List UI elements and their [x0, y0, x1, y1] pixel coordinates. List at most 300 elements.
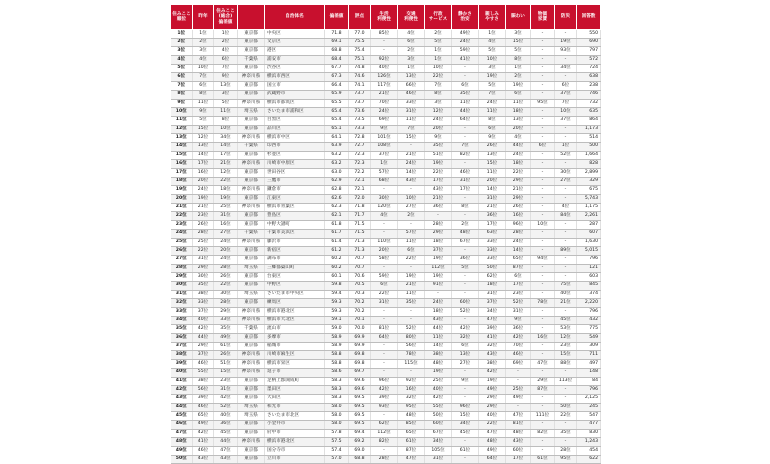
cell-deviation: 65.9 [325, 90, 349, 99]
cell-score: 69.0 [349, 447, 371, 456]
cell-living-convenience: - [371, 221, 398, 230]
cell-prices-rent: - [531, 438, 555, 447]
cell-friendliness: 13位 [479, 151, 506, 160]
cell-quiet-safety: - [452, 386, 479, 395]
cell-disaster-prevention: 4位 [555, 203, 577, 212]
cell-transport: - [398, 186, 425, 195]
cell-responses: 5,743 [577, 195, 601, 204]
cell-last-year: 15位 [193, 125, 214, 134]
table-row [171, 195, 601, 204]
cell-rank: 50位 [171, 455, 193, 464]
cell-last-year: 22位 [193, 247, 214, 256]
table-row [171, 203, 601, 212]
cell-transport: - [398, 264, 425, 273]
cell-liveliness: - [506, 403, 531, 412]
table-row [171, 308, 601, 317]
cell-deviation: 63.0 [325, 169, 349, 178]
cell-overall-rank: 14位 [214, 142, 238, 151]
cell-liveliness: 46位 [506, 351, 531, 360]
table-row [171, 455, 601, 464]
cell-responses: 550 [577, 30, 601, 39]
cell-admin-service: 29位 [425, 229, 452, 238]
cell-rank: 11位 [171, 116, 193, 125]
cell-rank: 46位 [171, 420, 193, 429]
cell-transport: 66位 [398, 82, 425, 91]
cell-prefecture: 神奈川県 [238, 316, 265, 325]
cell-disaster-prevention: 6位 [555, 82, 577, 91]
cell-deviation: 59.4 [325, 290, 349, 299]
cell-deviation: 59.0 [325, 325, 349, 334]
cell-deviation: 58.3 [325, 394, 349, 403]
cell-prefecture: 東京都 [238, 212, 265, 221]
cell-prices-rent: - [531, 186, 555, 195]
cell-transport: 1位 [398, 64, 425, 73]
cell-quiet-safety: 27位 [452, 360, 479, 369]
cell-overall-rank: 31位 [214, 212, 238, 221]
cell-prices-rent: 82位 [531, 429, 555, 438]
cell-living-convenience: 58位 [371, 255, 398, 264]
cell-disaster-prevention: - [555, 255, 577, 264]
cell-disaster-prevention: 12位 [555, 334, 577, 343]
cell-admin-service: 7位 [425, 82, 452, 91]
cell-overall-rank: 17位 [214, 151, 238, 160]
cell-municipality: 調布市 [265, 255, 325, 264]
cell-living-convenience: 39位 [371, 394, 398, 403]
cell-disaster-prevention: - [555, 125, 577, 134]
cell-municipality: 横浜市大北区 [265, 316, 325, 325]
cell-rank: 25位 [171, 238, 193, 247]
cell-prices-rent: - [531, 125, 555, 134]
cell-responses: 2,125 [577, 394, 601, 403]
cell-transport: 4位 [398, 30, 425, 39]
cell-score: 70.1 [349, 316, 371, 325]
cell-overall-rank: 19位 [214, 195, 238, 204]
cell-last-year: 65位 [193, 412, 214, 421]
cell-disaster-prevention: - [555, 229, 577, 238]
table-row [171, 38, 601, 47]
cell-admin-service: 60位 [425, 420, 452, 429]
cell-living-convenience: 6位 [371, 281, 398, 290]
cell-prices-rent: - [531, 64, 555, 73]
table-row [171, 56, 601, 65]
cell-quiet-safety: - [452, 438, 479, 447]
cell-admin-service: 19位 [425, 368, 452, 377]
ranking-document [170, 4, 600, 462]
cell-responses: 635 [577, 108, 601, 117]
cell-living-convenience: 93位 [371, 403, 398, 412]
cell-prices-rent: 61位 [531, 455, 555, 464]
cell-quiet-safety: 59位 [452, 47, 479, 56]
cell-friendliness: 19位 [479, 73, 506, 82]
cell-overall-rank: 26位 [214, 273, 238, 282]
table-row [171, 403, 601, 412]
cell-living-convenience: 120位 [371, 203, 398, 212]
cell-admin-service: 51位 [425, 151, 452, 160]
cell-prices-rent: - [531, 316, 555, 325]
cell-municipality: さいたま市中央区 [265, 290, 325, 299]
cell-municipality: 横浜市港北区 [265, 438, 325, 447]
cell-overall-rank: 12位 [214, 169, 238, 178]
cell-liveliness: 60位 [506, 447, 531, 456]
cell-admin-service: 38位 [425, 351, 452, 360]
cell-municipality: 川崎市麻生区 [265, 351, 325, 360]
cell-disaster-prevention: 84位 [555, 212, 577, 221]
cell-living-convenience: - [371, 229, 398, 238]
cell-liveliness: 19位 [506, 82, 531, 91]
cell-overall-rank: 35位 [214, 325, 238, 334]
cell-admin-service: 5位 [425, 38, 452, 47]
cell-rank: 22位 [171, 212, 193, 221]
cell-last-year: 10位 [193, 64, 214, 73]
cell-admin-service: 112位 [425, 264, 452, 273]
cell-score: 69.9 [349, 342, 371, 351]
cell-overall-rank: 21位 [214, 160, 238, 169]
cell-municipality: 国分寺市 [265, 447, 325, 456]
cell-overall-rank: 43位 [214, 455, 238, 464]
cell-disaster-prevention: - [555, 386, 577, 395]
cell-municipality: 目黒区 [265, 116, 325, 125]
cell-quiet-safety: 44位 [452, 108, 479, 117]
table-row [171, 151, 601, 160]
table-header-row [171, 5, 601, 30]
cell-municipality: 江東区 [265, 195, 325, 204]
cell-last-year: 56位 [193, 386, 214, 395]
cell-quiet-safety: 61位 [452, 447, 479, 456]
ranking-table [170, 4, 601, 464]
cell-last-year: 24位 [193, 186, 214, 195]
cell-prefecture: 千葉県 [238, 229, 265, 238]
cell-score: 71.5 [349, 221, 371, 230]
cell-municipality: 横浜市中区 [265, 134, 325, 143]
cell-living-convenience: - [371, 360, 398, 369]
cell-prices-rent: - [531, 90, 555, 99]
cell-prefecture: 埼玉県 [238, 412, 265, 421]
cell-friendliness: 10位 [479, 56, 506, 65]
cell-disaster-prevention: 37位 [555, 116, 577, 125]
cell-prefecture: 埼玉県 [238, 108, 265, 117]
cell-transport: 13位 [398, 73, 425, 82]
cell-living-convenience: 101位 [371, 134, 398, 143]
cell-score: 74.8 [349, 64, 371, 73]
cell-prefecture: 神奈川県 [238, 360, 265, 369]
cell-municipality: 横浜市都筑区 [265, 99, 325, 108]
cell-responses: 2,220 [577, 299, 601, 308]
cell-disaster-prevention: 34位 [555, 64, 577, 73]
cell-rank: 16位 [171, 160, 193, 169]
cell-score: 72.8 [349, 134, 371, 143]
cell-score: 72.3 [349, 160, 371, 169]
table-row [171, 99, 601, 108]
cell-deviation: 61.2 [325, 247, 349, 256]
cell-rank: 23位 [171, 221, 193, 230]
cell-municipality: 横浜市栄区 [265, 360, 325, 369]
cell-prefecture: 東京都 [238, 299, 265, 308]
cell-overall-rank: 36位 [214, 420, 238, 429]
cell-rank: 49位 [171, 447, 193, 456]
cell-disaster-prevention: 35位 [555, 429, 577, 438]
cell-friendliness: 63位 [479, 229, 506, 238]
cell-responses: 432 [577, 316, 601, 325]
cell-living-convenience: 28位 [371, 455, 398, 464]
cell-friendliness: 26位 [479, 142, 506, 151]
cell-last-year: 13位 [193, 142, 214, 151]
cell-last-year: 35位 [193, 281, 214, 290]
cell-living-convenience: 68位 [371, 177, 398, 186]
column-header-prices-rent: 物価 家賃 [531, 5, 555, 30]
cell-deviation: 69.1 [325, 38, 349, 47]
cell-living-convenience: 82位 [371, 438, 398, 447]
cell-living-convenience: 22位 [371, 290, 398, 299]
cell-disaster-prevention: 93位 [555, 47, 577, 56]
cell-responses: 500 [577, 142, 601, 151]
cell-transport: 11位 [398, 116, 425, 125]
cell-disaster-prevention: - [555, 195, 577, 204]
cell-municipality: 文京区 [265, 38, 325, 47]
cell-admin-service: 105位 [425, 447, 452, 456]
cell-municipality: さいたま市浦和区 [265, 108, 325, 117]
cell-living-convenience: 110位 [371, 238, 398, 247]
cell-responses: 775 [577, 325, 601, 334]
cell-prefecture: 神奈川県 [238, 351, 265, 360]
cell-prefecture: 神奈川県 [238, 438, 265, 447]
cell-liveliness: 87位 [506, 264, 531, 273]
cell-rank: 17位 [171, 169, 193, 178]
cell-rank: 40位 [171, 368, 193, 377]
cell-last-year: 2位 [193, 38, 214, 47]
table-row [171, 360, 601, 369]
cell-friendliness: 14位 [479, 186, 506, 195]
cell-liveliness: 43位 [506, 438, 531, 447]
cell-liveliness: 16位 [506, 212, 531, 221]
cell-living-convenience: 64位 [371, 334, 398, 343]
cell-score: 71.3 [349, 247, 371, 256]
table-row [171, 64, 601, 73]
cell-friendliness: 31位 [479, 195, 506, 204]
cell-transport: 92位 [398, 377, 425, 386]
cell-rank: 26位 [171, 247, 193, 256]
cell-rank: 12位 [171, 125, 193, 134]
cell-friendliness: 49位 [479, 447, 506, 456]
cell-overall-rank: 45位 [214, 429, 238, 438]
cell-municipality: 印西市 [265, 142, 325, 151]
cell-score: 71.3 [349, 238, 371, 247]
cell-prices-rent: - [531, 238, 555, 247]
cell-living-convenience: 20位 [371, 247, 398, 256]
cell-prices-rent: - [531, 177, 555, 186]
cell-overall-rank: 61位 [214, 342, 238, 351]
cell-rank: 15位 [171, 151, 193, 160]
cell-liveliness: 15位 [506, 38, 531, 47]
cell-living-convenience: 69位 [371, 116, 398, 125]
cell-deviation: 58.0 [325, 420, 349, 429]
cell-rank: 2位 [171, 38, 193, 47]
table-row [171, 30, 601, 39]
cell-disaster-prevention: 45位 [555, 316, 577, 325]
column-header-admin-service: 行政 サービス [425, 5, 452, 30]
column-header-disaster-prevention: 防災 [555, 5, 577, 30]
table-row [171, 229, 601, 238]
cell-overall-rank: 22位 [214, 177, 238, 186]
cell-friendliness: 7位 [479, 90, 506, 99]
cell-responses: 572 [577, 56, 601, 65]
cell-deviation: 58.0 [325, 412, 349, 421]
cell-prefecture: 東京都 [238, 82, 265, 91]
cell-transport: - [398, 142, 425, 151]
cell-prices-rent: - [531, 169, 555, 178]
cell-living-convenience: 108位 [371, 142, 398, 151]
cell-score: 72.1 [349, 186, 371, 195]
cell-responses: 5,015 [577, 247, 601, 256]
cell-admin-service: 10位 [425, 64, 452, 73]
cell-quiet-safety: 31位 [452, 177, 479, 186]
cell-deviation: 58.6 [325, 368, 349, 377]
cell-friendliness: 17位 [479, 221, 506, 230]
cell-last-year: 14位 [193, 151, 214, 160]
cell-deviation: 59.3 [325, 299, 349, 308]
cell-last-year: 43位 [193, 455, 214, 464]
cell-liveliness: 4位 [506, 134, 531, 143]
cell-disaster-prevention: - [555, 238, 577, 247]
cell-overall-rank: 30位 [214, 290, 238, 299]
cell-score: 72.2 [349, 169, 371, 178]
cell-deviation: 58.3 [325, 377, 349, 386]
cell-prefecture: 東京都 [238, 273, 265, 282]
cell-liveliness: 5位 [506, 47, 531, 56]
cell-liveliness: 14位 [506, 247, 531, 256]
cell-last-year: 12位 [193, 134, 214, 143]
table-row [171, 368, 601, 377]
cell-liveliness: 48位 [506, 429, 531, 438]
cell-transport: 57位 [398, 229, 425, 238]
cell-score: 75.5 [349, 38, 371, 47]
cell-score: 72.7 [349, 142, 371, 151]
cell-disaster-prevention: 7位 [555, 99, 577, 108]
cell-last-year: 21位 [193, 203, 214, 212]
cell-quiet-safety: 52位 [452, 308, 479, 317]
cell-living-convenience: 37位 [371, 151, 398, 160]
cell-disaster-prevention: 88位 [555, 360, 577, 369]
cell-prices-rent: - [531, 73, 555, 82]
cell-deviation: 65.5 [325, 99, 349, 108]
cell-overall-rank: 40位 [214, 412, 238, 421]
cell-last-year: 1位 [193, 30, 214, 39]
cell-admin-service: 24位 [425, 116, 452, 125]
cell-responses: 845 [577, 281, 601, 290]
cell-deviation: 62.8 [325, 186, 349, 195]
cell-living-convenience: - [371, 368, 398, 377]
cell-municipality: 鎌倉市 [265, 186, 325, 195]
cell-score: 69.6 [349, 386, 371, 395]
cell-overall-rank: 5位 [214, 99, 238, 108]
cell-quiet-safety: 13位 [452, 351, 479, 360]
cell-transport: 87位 [398, 447, 425, 456]
cell-living-convenience: 126位 [371, 73, 398, 82]
cell-overall-rank: 28位 [214, 264, 238, 273]
cell-liveliness: 52位 [506, 299, 531, 308]
table-row [171, 186, 601, 195]
cell-quiet-safety: 6位 [452, 82, 479, 91]
cell-responses: 864 [577, 116, 601, 125]
cell-overall-rank: 33位 [214, 316, 238, 325]
cell-liveliness: 36位 [506, 325, 531, 334]
cell-prefecture: 東京都 [238, 447, 265, 456]
table-row [171, 438, 601, 447]
cell-friendliness: 40位 [479, 412, 506, 421]
cell-prices-rent: - [531, 116, 555, 125]
cell-score: 71.8 [349, 203, 371, 212]
cell-deviation: 62.6 [325, 195, 349, 204]
cell-friendliness: 33位 [479, 238, 506, 247]
cell-living-convenience: - [371, 47, 398, 56]
cell-deviation: 61.4 [325, 238, 349, 247]
cell-deviation: 63.9 [325, 142, 349, 151]
cell-overall-rank: 24位 [214, 255, 238, 264]
cell-disaster-prevention: - [555, 186, 577, 195]
column-header-municipality: 自治体名 [265, 5, 325, 30]
column-header-responses: 回答数 [577, 5, 601, 30]
cell-transport: 47位 [398, 455, 425, 464]
table-row [171, 221, 601, 230]
cell-transport: 3位 [398, 56, 425, 65]
cell-transport: 80位 [398, 334, 425, 343]
cell-prices-rent: - [531, 273, 555, 282]
cell-rank: 48位 [171, 438, 193, 447]
cell-score: 70.6 [349, 273, 371, 282]
cell-last-year: 8位 [193, 90, 214, 99]
cell-prefecture: 東京都 [238, 30, 265, 39]
column-header-prefecture [238, 5, 265, 30]
cell-prefecture: 東京都 [238, 429, 265, 438]
cell-friendliness: 31位 [479, 290, 506, 299]
cell-disaster-prevention: - [555, 264, 577, 273]
cell-prices-rent: - [531, 264, 555, 273]
cell-score: 69.5 [349, 394, 371, 403]
cell-liveliness: 24位 [506, 238, 531, 247]
cell-quiet-safety: 45位 [452, 429, 479, 438]
cell-disaster-prevention: 23位 [555, 342, 577, 351]
cell-friendliness: 42位 [479, 368, 506, 377]
cell-score: 73.7 [349, 90, 371, 99]
cell-score: 70.0 [349, 325, 371, 334]
cell-admin-service: 55位 [425, 403, 452, 412]
cell-friendliness: 47位 [479, 429, 506, 438]
cell-overall-rank: 25位 [214, 203, 238, 212]
cell-quiet-safety: - [452, 73, 479, 82]
cell-prefecture: 東京都 [238, 394, 265, 403]
cell-admin-service: 11位 [425, 334, 452, 343]
cell-municipality: 浦安市 [265, 56, 325, 65]
cell-liveliness: 3位 [506, 30, 531, 39]
cell-rank: 37位 [171, 342, 193, 351]
cell-quiet-safety: 96位 [452, 403, 479, 412]
cell-prices-rent: - [531, 308, 555, 317]
cell-last-year: 3位 [193, 47, 214, 56]
cell-last-year: 17位 [193, 160, 214, 169]
cell-friendliness: 5位 [479, 82, 506, 91]
cell-living-convenience: - [371, 186, 398, 195]
cell-living-convenience: - [371, 342, 398, 351]
cell-quiet-safety: 2位 [452, 221, 479, 230]
cell-responses: 238 [577, 82, 601, 91]
cell-last-year: 39位 [193, 394, 214, 403]
cell-quiet-safety: - [452, 316, 479, 325]
cell-friendliness: 33位 [479, 255, 506, 264]
cell-friendliness: 32位 [479, 342, 506, 351]
cell-rank: 39位 [171, 360, 193, 369]
cell-rank: 41位 [171, 377, 193, 386]
cell-admin-service: 22位 [425, 73, 452, 82]
table-row [171, 316, 601, 325]
